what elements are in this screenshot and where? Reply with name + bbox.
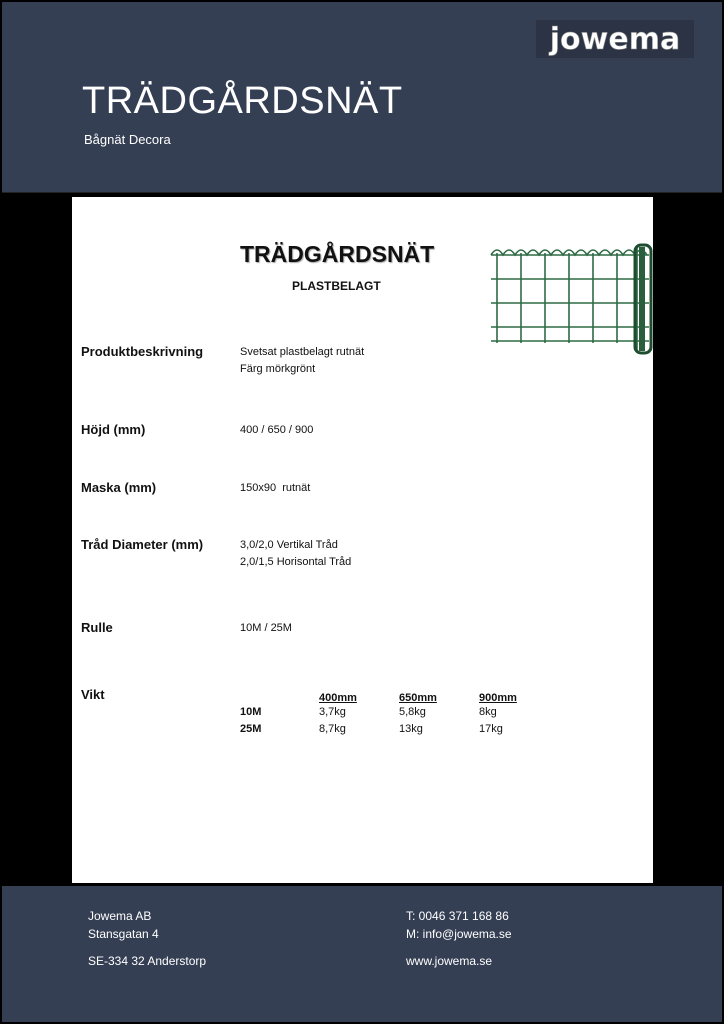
table-cell: 8kg [479, 706, 497, 718]
description-line-2: Färg mörkgrönt [240, 363, 316, 375]
row-length: 10M [240, 706, 262, 718]
table-cell: 3,7kg [319, 706, 346, 718]
label-roll: Rulle [81, 620, 113, 635]
header-banner [2, 2, 722, 193]
page-title: TRÄDGÅRDSNÄT [82, 80, 403, 122]
table-row [240, 723, 539, 740]
value-roll: 10M / 25M [240, 622, 292, 634]
footer-website-link[interactable]: www.jowema.se [406, 954, 493, 968]
page-subtitle: Bågnät Decora [84, 132, 171, 147]
row-length: 25M [240, 723, 262, 735]
document-subtitle: PLASTBELAGT [292, 279, 381, 293]
weight-col-650: 650mm [399, 691, 437, 704]
wire-line-2: 2,0/1,5 Horisontal Tråd [240, 556, 352, 568]
table-cell: 8,7kg [319, 723, 346, 735]
value-mesh: 150x90 rutnät [240, 482, 311, 494]
description-line-1: Svetsat plastbelagt rutnät [240, 346, 365, 358]
product-sheet [72, 197, 653, 883]
label-product-description: Produktbeskrivning [81, 344, 204, 359]
footer-phone: T: 0046 371 168 86 [406, 909, 509, 923]
document-title: TRÄDGÅRDSNÄT [240, 241, 435, 267]
table-cell: 17kg [479, 723, 503, 735]
weight-table [240, 689, 539, 740]
label-mesh: Maska (mm) [81, 480, 157, 495]
logo-text: jowema [549, 22, 681, 57]
value-wire-diameter [240, 537, 351, 571]
table-cell: 5,8kg [399, 706, 426, 718]
footer-company: Jowema AB [88, 909, 152, 923]
label-wire-diameter: Tråd Diameter (mm) [81, 537, 204, 552]
weight-col-400: 400mm [319, 691, 357, 704]
footer [2, 886, 722, 1022]
footer-street: Stansgatan 4 [88, 927, 159, 941]
weight-col-900: 900mm [479, 691, 517, 704]
value-product-description [240, 344, 364, 378]
footer-email[interactable]: M: info@jowema.se [406, 927, 512, 941]
wire-line-1: 3,0/2,0 Vertikal Tråd [240, 539, 338, 551]
weight-header-row [240, 689, 539, 706]
footer-city: SE-334 32 Anderstorp [88, 954, 207, 968]
value-height: 400 / 650 / 900 [240, 424, 314, 436]
table-cell: 13kg [399, 723, 423, 735]
table-row [240, 706, 539, 723]
garden-net-image [489, 243, 653, 355]
jowema-logo [536, 20, 694, 58]
label-height: Höjd (mm) [81, 422, 146, 437]
label-weight: Vikt [81, 687, 105, 702]
